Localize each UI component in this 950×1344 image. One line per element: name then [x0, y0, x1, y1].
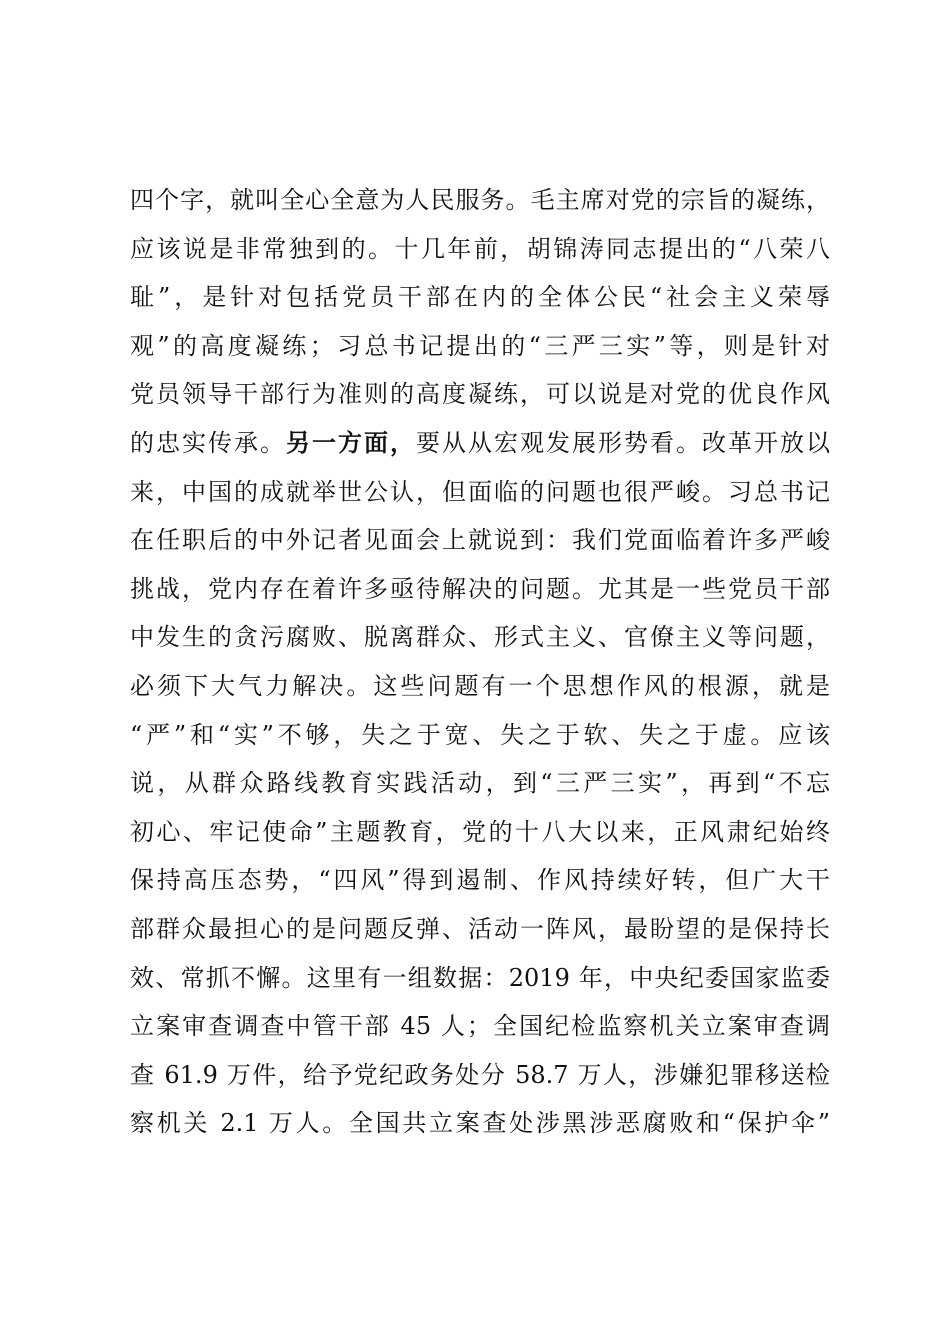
- body-text: [130, 176, 830, 1148]
- text-line: 应该说是非常独到的。十几年前，胡锦涛同志提出的“八荣八: [130, 234, 830, 263]
- text-line: 查 61.9 万件，给予党纪政务处分 58.7 万人，涉嫌犯罪移送检: [130, 1060, 830, 1089]
- text-line: 初心、牢记使命”主题教育，党的十八大以来，正风肃纪始终: [130, 817, 830, 846]
- text-line: 挑战，党内存在着许多亟待解决的问题。尤其是一些党员干部: [130, 574, 830, 603]
- text-line: 部群众最担心的是问题反弹、活动一阵风，最盼望的是保持长: [130, 914, 830, 943]
- text-line: 党员领导干部行为准则的高度凝练，可以说是对党的优良作风: [130, 380, 830, 409]
- text-line: 四个字，就叫全心全意为人民服务。毛主席对党的宗旨的凝练，: [130, 186, 830, 214]
- text-segment: 要从从宏观发展形势看。改革开放以: [416, 428, 830, 457]
- text-line: 保持高压态势，“四风”得到遏制、作风持续好转，但广大干: [130, 866, 830, 895]
- emphasis-text: 另一方面，: [286, 427, 416, 457]
- text-line-with-emphasis: [130, 419, 830, 468]
- text-line: 耻”，是针对包括党员干部在内的全体公民“社会主义荣辱: [130, 283, 830, 312]
- text-line: “严”和“实”不够，失之于宽、失之于软、失之于虚。应该: [130, 720, 830, 749]
- text-line: 效、常抓不懈。这里有一组数据：2019 年，中央纪委国家监委: [130, 963, 830, 992]
- text-line: 观”的高度凝练；习总书记提出的“三严三实”等，则是针对: [130, 331, 830, 360]
- text-line: 必须下大气力解决。这些问题有一个思想作风的根源，就是: [130, 671, 830, 700]
- text-line: 在任职后的中外记者见面会上就说到：我们党面临着许多严峻: [130, 526, 830, 555]
- text-segment: 的忠实传承。: [130, 428, 286, 457]
- text-line: 察机关 2.1 万人。全国共立案查处涉黑涉恶腐败和“保护伞”: [130, 1109, 830, 1138]
- text-line: 中发生的贪污腐败、脱离群众、形式主义、官僚主义等问题，: [130, 623, 830, 652]
- text-line: 立案审查调查中管干部 45 人；全国纪检监察机关立案审查调: [130, 1012, 830, 1041]
- text-line: 来，中国的成就举世公认，但面临的问题也很严峻。习总书记: [130, 477, 830, 506]
- text-line: 说，从群众路线教育实践活动，到“三严三实”，再到“不忘: [130, 769, 830, 798]
